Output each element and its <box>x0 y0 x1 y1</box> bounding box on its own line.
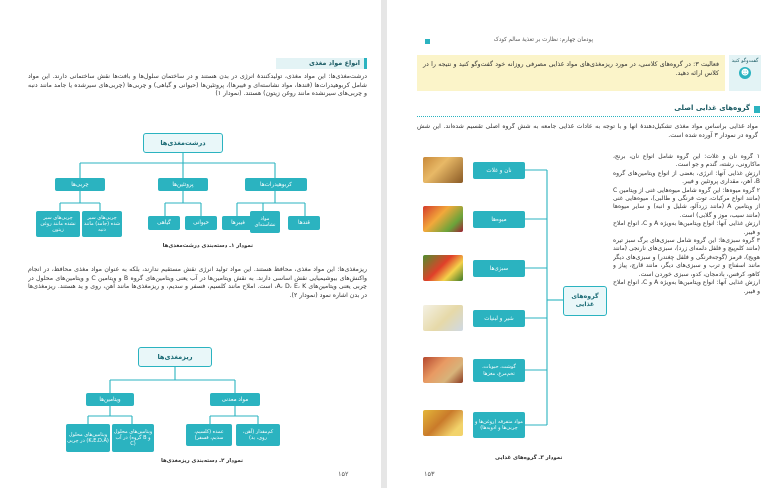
activity-text: فعالیت ۳: در گروه‌های کلاسی، در مورد ریزمغذی‌های مواد غذایی مصرفی روزانه خود گفت‌وگو کنید و نتیجه را در کلاس ارائه دهید. <box>423 61 719 77</box>
left-page-number: ۱۵۲ <box>338 470 349 478</box>
group-fruit-value: ارزش غذایی آنها: انواع ویتامین‌ها به‌ویژه A و C، انواع املاح و فیبر. <box>613 220 760 236</box>
chart3-dairy: شیر و لبنیات <box>473 310 525 327</box>
chart3-protein: گوشت، حبوبات، تخم‌مرغ، مغزها <box>473 359 525 382</box>
chart1-unsat-fats: چربی‌های سیر نشده مانند روغن زیتون <box>36 211 80 237</box>
chart1-plant-protein: گیاهی <box>148 216 180 230</box>
group-bread-desc: ۱ گروه نان و غلات: این گروه شامل انواع نان، برنج، ماکارونی، رشته، گندم و جو است. <box>613 153 760 169</box>
macro-paragraph: درشت‌مغذی‌ها: این مواد مغذی، تولیدکنندهٔ انرژی در بدن هستند و در ساختمان سلول‌ها و بافت‌ها نقش ساختمانی دارند. این مواد شامل کربوهیدرات‌ها (قندها، مواد نشاسته‌ای و فیبرها)، پروتئین‌ها (حیوانی و گیاهی) و چربی‌ها (چربی‌های سیرشده یا جامد مانند دنبه و چربی‌های سیرنشده مانند روغن زیتون) هستند. (نمودار ۱) <box>28 73 367 98</box>
running-header: پودمان چهارم: نظارت بر تغذیهٔ سالم کودک <box>493 37 593 43</box>
bread-image <box>423 157 463 183</box>
chart1-caption: نمودار ۱ـ دسته‌بندی درشت‌مغذی‌ها <box>162 243 253 249</box>
chart3-misc: مواد متفرقه (روغن‌ها و چربی‌ها و ادویه‌ها) <box>473 412 525 438</box>
chart1-fibers: فیبرها <box>222 216 254 230</box>
chart1-starches: مواد نشاسته‌ای <box>250 211 280 233</box>
discussion-icon: ☻ <box>740 68 750 77</box>
chart2-connectors <box>0 0 381 488</box>
protein-image <box>423 357 463 383</box>
group-fruit-desc: ۲ گروه میوه‌ها: این گروه شامل میوه‌هایی غنی از ویتامین C (مانند انواع مرکبات، توت فرنگی و طالبی)، میوه‌هایی غنی از ویتامین A (مانند زردآلو، شلیل و انبه) و سایر میوه‌ها (مانند سیب، موز و گلابی) است. <box>613 186 760 219</box>
section-title: گروه‌های غذایی اصلی <box>674 104 750 112</box>
right-page-number: ۱۵۳ <box>424 470 435 478</box>
chart2-trace-minerals: کم‌مقدار (آهن، روی، ید) <box>236 424 280 446</box>
chart1-sat-fats: چربی‌های سیر شده (جامد) مانند دنبه <box>82 211 122 237</box>
chart3-bread: نان و غلات <box>473 162 525 179</box>
chart1-fats: چربی‌ها <box>55 178 105 191</box>
activity-side-label: گفت‌وگو کنید <box>731 58 759 64</box>
chart2-fat-soluble: ویتامین‌های محلول در چربی (K،E،D،A) <box>66 424 110 452</box>
left-page <box>0 0 381 488</box>
micro-paragraph: ریزمغذی‌ها: این مواد مغذی، محافظ هستند. این مواد تولید انرژی نقش مستقیم ندارند، بلکه به عنوان مواد مغذی محافظ، در انجام واکنش‌های بیوشیمیایی نقش اساسی دارند. به نقش ویتامین‌ها در آب یعنی ویتامین‌های گروه B و ویتامین C و ویتامین‌های محلول در چربی یعنی ویتامین‌های A، D، E، K، است. املاح مانند کلسیم، فسفر و سدیم، و ریزمغذی‌ها مانند آهن، روی و ید هستند. ریزمغذی‌ها در بدن اشاره نمود (نمودار ۲). <box>28 266 367 299</box>
chart2-minerals: مواد معدنی <box>210 393 260 406</box>
chart2-caption: نمودار ۲ـ دسته‌بندی ریزمغذی‌ها <box>160 458 243 464</box>
chart3-vegetables: سبزی‌ها <box>473 260 525 277</box>
chart3-root: گروه‌های غذایی <box>563 286 607 316</box>
group-veg-value: ارزش غذایی آنها: انواع ویتامین‌ها به‌ویژه A و C، انواع املاح و فیبر. <box>613 279 760 295</box>
fruits-image <box>423 206 463 232</box>
vegetables-image <box>423 255 463 281</box>
chart1-proteins: پروتئین‌ها <box>158 178 208 191</box>
group-veg-desc: ۳ گروه سبزی‌ها: این گروه شامل سبزی‌های برگ سبز تیره (مانند کلم‌پیچ و فلفل دلمه‌ای زرد)، سبزی‌های نارنجی (مانند هویج)، قرمز (گوجه‌فرنگی و فلفل چغندر) و سبزی‌های دیگر مانند اسفناج و ترب و سبزی‌های دیگر، مانند قارچ، پیاز و کاهو، کرفس، بادمجان، کدو، سبزی خوردن است. <box>613 237 760 278</box>
chart1-root: درشت‌مغذی‌ها <box>143 133 223 153</box>
right-page <box>387 0 768 488</box>
chart1-animal-protein: حیوانی <box>185 216 217 230</box>
intro-paragraph: مواد غذایی براساس مواد مغذی تشکیل‌دهندهٔ آنها و با توجه به عادات غذایی جامعه به شش گروه اصلی تقسیم شده‌اند. این شش گروه در نمودار ۳ آورده شده است. <box>417 123 758 139</box>
chart1-sugars: قندها <box>288 216 320 230</box>
dairy-image <box>423 305 463 331</box>
section-title: انواع مواد مغذی <box>308 59 360 67</box>
group-bread-value: ارزش غذایی آنها: انرژی، بعضی از انواع ویتامین‌های گروه B، آهن، مقداری پروتئین و فیبر. <box>613 169 760 186</box>
chart1-carbs: کربوهیدرات‌ها <box>245 178 307 191</box>
chart3-fruits: میوه‌ها <box>473 211 525 228</box>
chart2-water-soluble: ویتامین‌های محلول در آب (گروه B و C) <box>112 424 154 452</box>
chart3-caption: نمودار ۳ـ گروه‌های غذایی <box>495 455 563 461</box>
misc-image <box>423 410 463 436</box>
chart2-vitamins: ویتامین‌ها <box>86 393 134 406</box>
chart2-major-minerals: عمده (کلسیم، سدیم، فسفر) <box>186 424 232 446</box>
chart2-root: ریزمغذی‌ها <box>138 347 212 367</box>
